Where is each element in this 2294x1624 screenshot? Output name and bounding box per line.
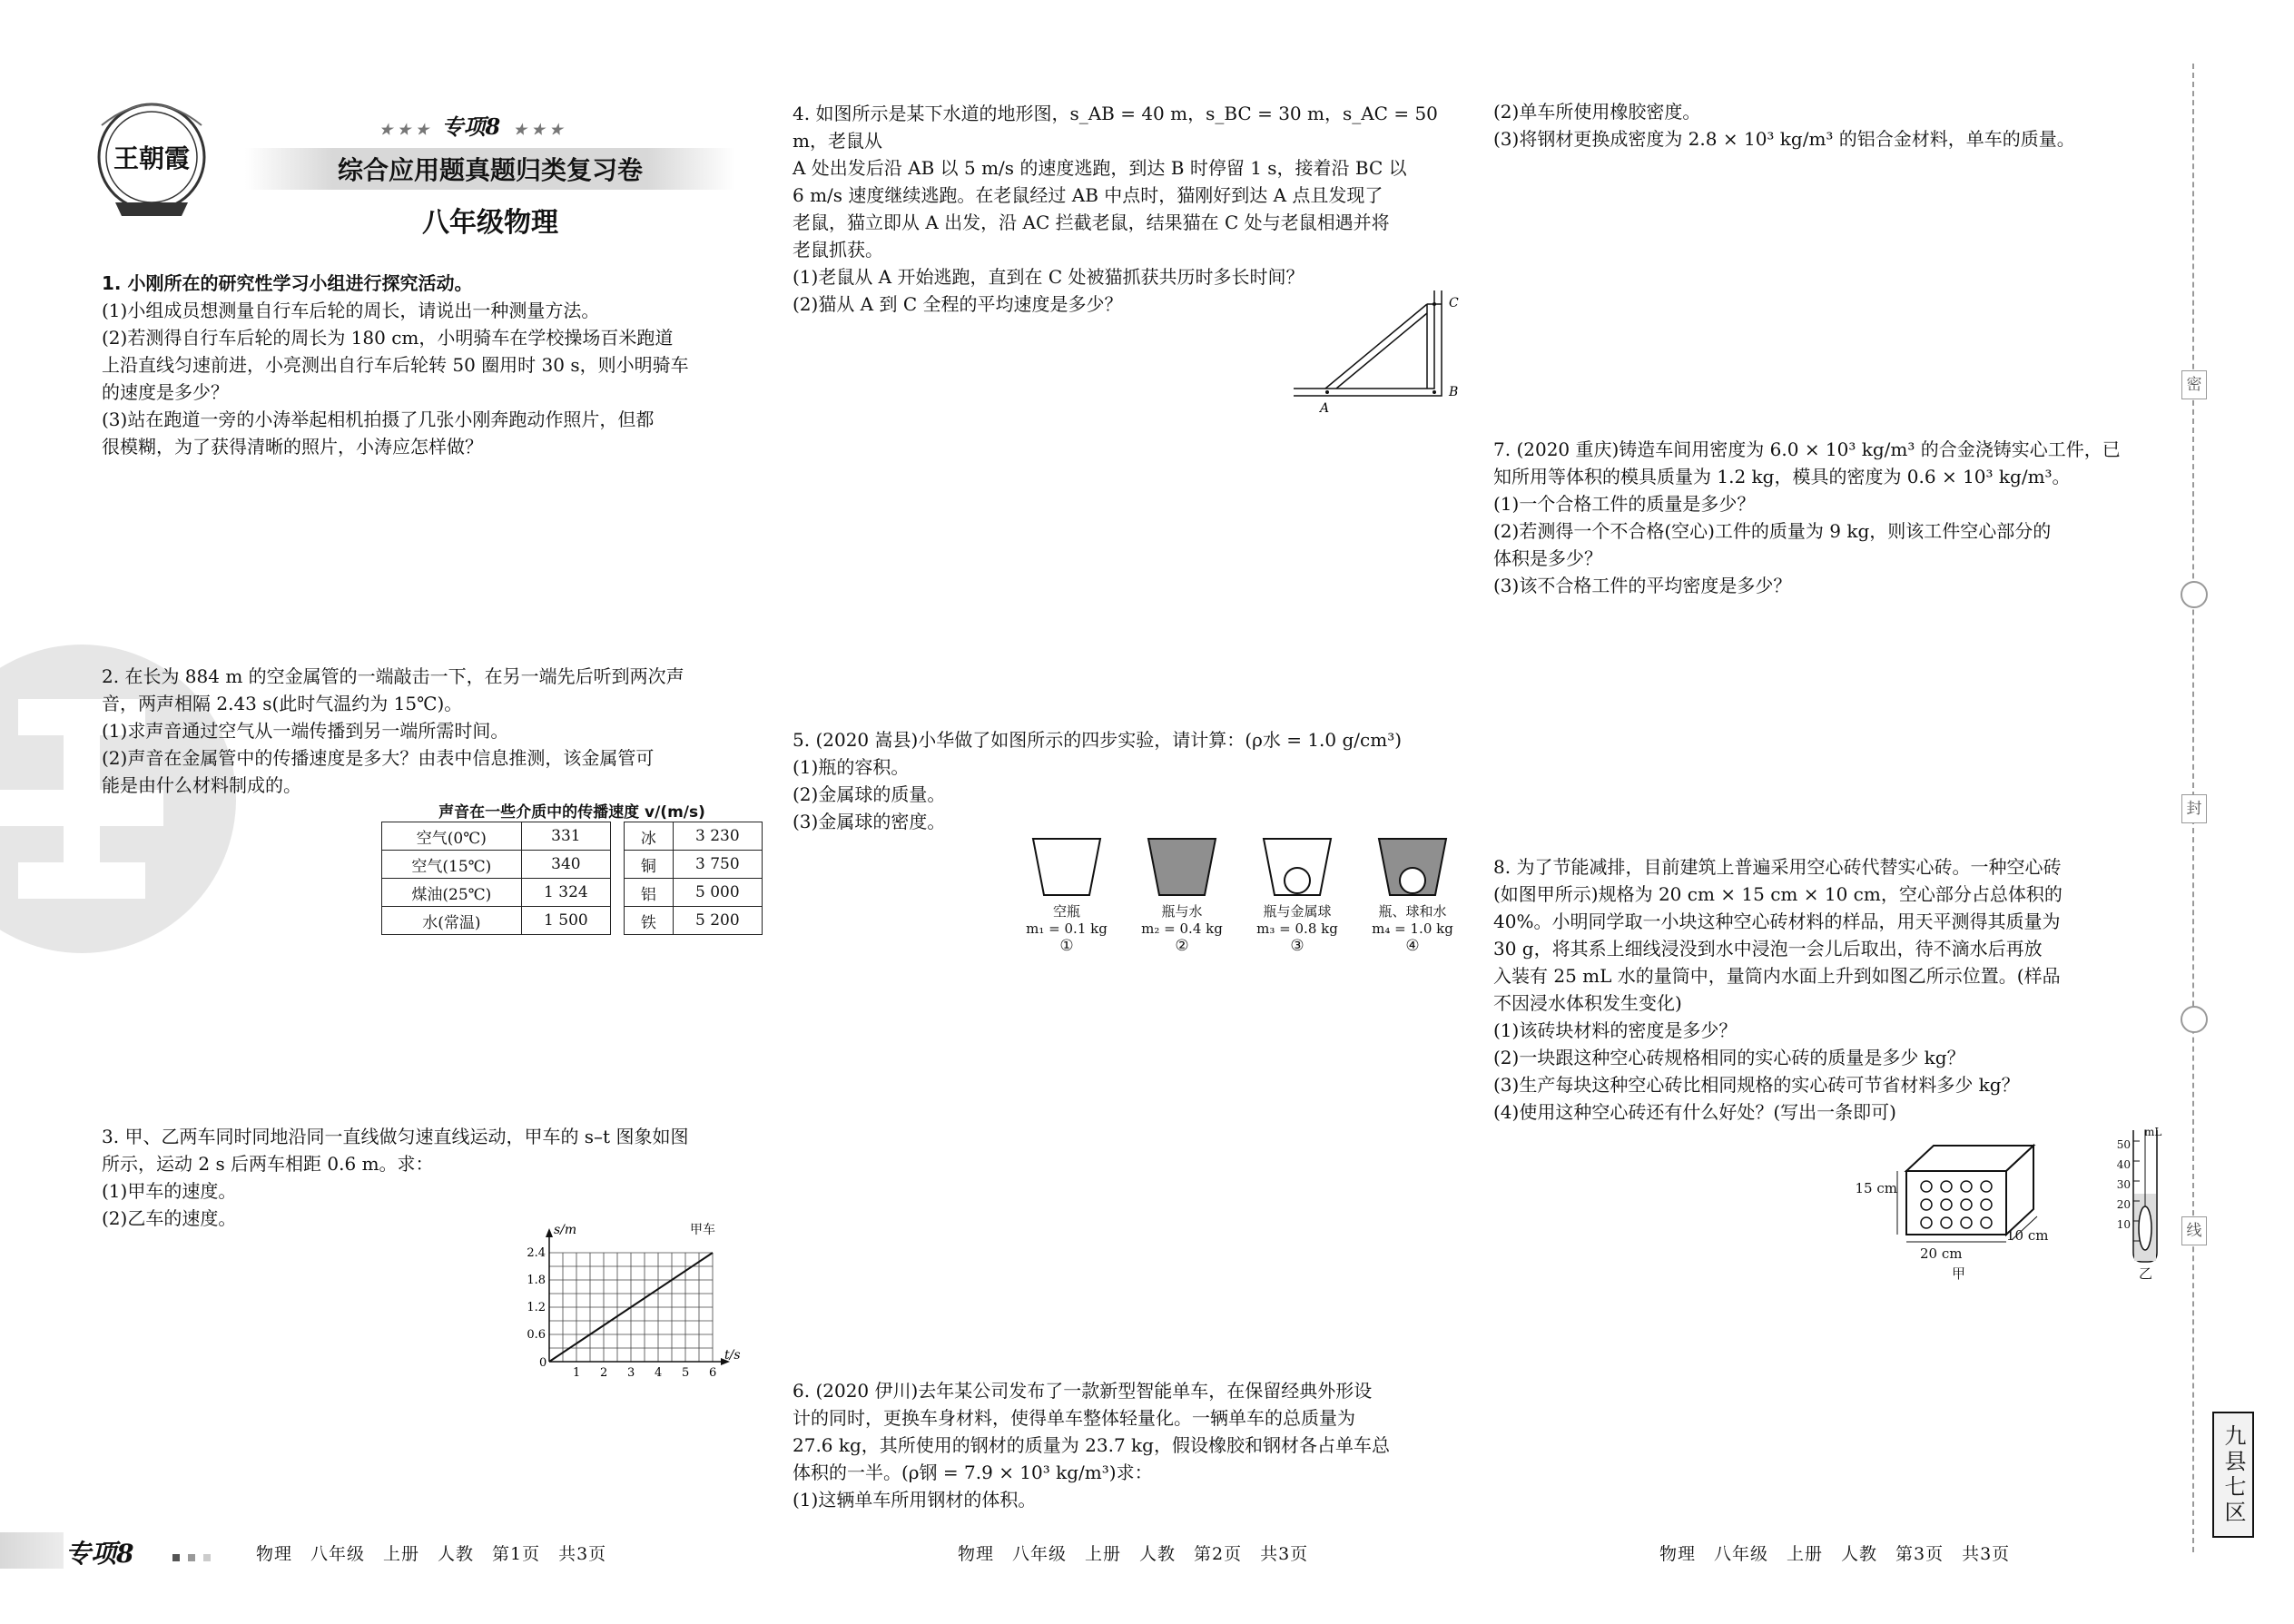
table-row [382, 822, 763, 851]
x-tick-label: 1 [573, 1366, 581, 1380]
y-tick-label: 1.8 [527, 1274, 546, 1287]
table-gap [611, 822, 625, 851]
question-7 [1493, 436, 2165, 599]
question-3 [102, 1123, 764, 1232]
q7-line: (1)一个合格工件的质量是多少？ [1493, 493, 1756, 515]
q7-line: (3)该不合格工件的平均密度是多少？ [1493, 575, 1792, 596]
logo-text: 王朝霞 [113, 143, 190, 173]
x-tick-label: 6 [709, 1366, 717, 1380]
tick-label: 40 [2116, 1158, 2131, 1171]
table-cell: 1 324 [521, 879, 610, 907]
point-b-label: B [1449, 385, 1459, 399]
cup-mass: m₁ = 0.1 kg [1026, 920, 1108, 937]
cup-num: ① [1059, 937, 1074, 955]
margin-ornament [2181, 1006, 2208, 1033]
tick-label: 20 [2116, 1198, 2131, 1211]
page-title: 综合应用题真题归类复习卷 [337, 155, 643, 185]
sewer-pipe-inner [1294, 290, 1442, 396]
q8-line: (1)该砖块材料的密度是多少？ [1493, 1019, 1738, 1041]
table-cell: 340 [521, 851, 610, 879]
tick-label: 50 [2116, 1138, 2131, 1151]
q1-line: 上沿直线匀速前进，小亮测出自行车后轮转 50 圈用时 30 s，则小明骑车 [102, 354, 689, 376]
table-cell: 1 500 [521, 907, 610, 935]
q7-line: 体积是多少？ [1493, 547, 1602, 569]
y-tick-label: 1.2 [527, 1301, 546, 1314]
q1-line: (3)站在跑道一旁的小涛举起相机拍摄了几张小刚奔跑动作照片，但都 [102, 408, 655, 430]
cup-caption [1127, 903, 1236, 955]
cup-mass: m₂ = 0.4 kg [1141, 920, 1223, 937]
margin-label-mi: 密 [2181, 370, 2207, 399]
brick-height-label: 15 cm [1855, 1180, 1897, 1196]
y-tick-label: 2.4 [527, 1246, 546, 1260]
x-axis-label: t/s [724, 1348, 741, 1363]
cup-water [1148, 839, 1216, 895]
speed-table-title: 声音在一些介质中的传播速度 v/(m/s) [438, 803, 705, 822]
q1-line: (2)若测得自行车后轮的周长为 180 cm，小明骑车在学校操场百米跑道 [102, 327, 674, 349]
x-tick-label: 2 [600, 1366, 608, 1380]
question-6-continued [1493, 98, 2165, 153]
q4-line: (1)老鼠从 A 开始逃跑，直到在 C 处被猫抓获共历时多长时间？ [793, 266, 1305, 288]
sewer-pipe-outer [1294, 290, 1434, 389]
logo [84, 89, 220, 225]
q7-line: 知所用等体积的模具质量为 1.2 kg，模具的密度为 0.6 × 10³ kg/m³。 [1493, 466, 2071, 487]
cup-caption [1012, 903, 1121, 955]
q2-line: 能是由什么材料制成的。 [102, 774, 301, 796]
question-2 [102, 663, 764, 799]
speed-table [381, 822, 763, 935]
q3-line: (2)乙车的速度。 [102, 1207, 237, 1229]
table-cell: 5 000 [673, 879, 762, 907]
cylinder-tick-labels [2111, 1135, 2131, 1235]
q3-line: (1)甲车的速度。 [102, 1180, 237, 1202]
cup-name: 空瓶 [1052, 903, 1080, 920]
q5-line: (2)金属球的质量。 [793, 783, 946, 805]
st-chart [517, 1221, 753, 1384]
table-cell: 铁 [625, 907, 674, 935]
q3-line: 3. 甲、乙两车同时同地沿同一直线做匀速直线运动，甲车的 s–t 图象如图 [102, 1126, 689, 1147]
table-cell: 铝 [625, 879, 674, 907]
cup-num: ③ [1290, 937, 1305, 955]
brick-diagram [1870, 1135, 2079, 1280]
point-c-marker [1433, 302, 1436, 306]
footer-series-tag: 专项8 [65, 1539, 134, 1569]
q8-line: (3)生产每块这种空心砖比相同规格的实心砖可节省材料多少 kg？ [1493, 1074, 2020, 1096]
q4-line: A 处出发后沿 AB 以 5 m/s 的速度逃跑，到达 B 时停留 1 s，接着沿 BC 以 [793, 157, 1407, 179]
page-subtitle: 八年级物理 [422, 207, 558, 239]
footer-band [0, 1532, 64, 1569]
footer-page1: 物理 八年级 上册 人教 第1页 共3页 [256, 1544, 607, 1564]
tick-label: 30 [2116, 1178, 2131, 1191]
q1-line: (1)小组成员想测量自行车后轮的周长，请说出一种测量方法。 [102, 300, 600, 321]
metal-ball [1400, 868, 1425, 893]
cup-name: 瓶与水 [1161, 903, 1203, 920]
series-label: 甲车 [690, 1223, 715, 1237]
margin-label-feng: 封 [2181, 794, 2207, 823]
cups-diagram [1026, 835, 1471, 899]
cup-name: 瓶、球和水 [1378, 903, 1447, 920]
x-tick-label: 5 [682, 1366, 690, 1380]
series-label: 专项8 [441, 113, 501, 140]
q7-line: (2)若测得一个不合格(空心)工件的质量为 9 kg，则该工件空心部分的 [1493, 520, 2052, 542]
brick-width-label: 20 cm [1920, 1245, 1963, 1262]
y-tick-label: 0.6 [527, 1328, 546, 1342]
question-8 [1493, 853, 2165, 1126]
q8-line: 入装有 25 mL 水的量筒中，量筒内水面上升到如图乙所示位置。(样品 [1493, 965, 2061, 987]
question-6 [793, 1377, 1464, 1513]
table-cell: 空气(15℃) [382, 851, 522, 879]
table-cell: 3 750 [673, 851, 762, 879]
q8-line: 8. 为了节能减排，目前建筑上普遍采用空心砖代替实心砖。一种空心砖 [1493, 856, 2062, 878]
q6-line: 6. (2020 伊川)去年某公司发布了一款新型智能单车，在保留经典外形设 [793, 1380, 1373, 1402]
footer-dots [172, 1548, 211, 1565]
cylinder-unit: mL [2144, 1126, 2162, 1138]
header-series-line [379, 109, 563, 141]
question-5 [793, 726, 1464, 835]
region-badge [2212, 1412, 2254, 1538]
y-axis-label: s/m [554, 1223, 577, 1237]
origin-label: 0 [539, 1356, 547, 1370]
tick-label: 10 [2116, 1218, 2131, 1231]
region-text: 九县七区 [2220, 1423, 2246, 1526]
cup-mass: m₃ = 0.8 kg [1256, 920, 1338, 937]
point-a-label: A [1320, 401, 1330, 416]
q1-line: 很模糊，为了获得清晰的照片，小涛应怎样做？ [102, 436, 483, 458]
table-cell: 铜 [625, 851, 674, 879]
q2-line: (2)声音在金属管中的传播速度是多大？由表中信息推测，该金属管可 [102, 747, 655, 769]
q8-line: 不因浸水体积发生变化) [1493, 992, 1682, 1014]
q4-line: 老鼠，猫立即从 A 出发，沿 AC 拦截老鼠，结果猫在 C 处与老鼠相遇并将 [793, 212, 1390, 233]
footer-page2: 物理 八年级 上册 人教 第2页 共3页 [958, 1544, 1309, 1564]
q4-line: 老鼠抓获。 [793, 239, 883, 261]
q7-line: 7. (2020 重庆)铸造车间用密度为 6.0 × 10³ kg/m³ 的合金浇铸实心工件，已 [1493, 438, 2121, 460]
table-gap [611, 851, 625, 879]
cup-mass: m₄ = 1.0 kg [1372, 920, 1453, 937]
stars-right: ★ ★ ★ [513, 121, 563, 138]
table-row [382, 879, 763, 907]
brick-caption: 甲 [1952, 1265, 1966, 1282]
q4-line: 4. 如图所示是某下水道的地形图，s_AB = 40 m，s_BC = 30 m，s_AC = 50 m，老鼠从 [793, 103, 1438, 152]
sample-stone [2139, 1206, 2151, 1250]
footer-page3: 物理 八年级 上册 人教 第3页 共3页 [1659, 1544, 2011, 1564]
point-c-label: C [1449, 296, 1459, 310]
table-gap [611, 907, 625, 935]
cup-empty [1033, 839, 1100, 895]
point-a-marker [1325, 390, 1329, 394]
q3-line: 所示，运动 2 s 后两车相距 0.6 m。求： [102, 1153, 434, 1175]
table-row [382, 851, 763, 879]
q6-line: (1)这辆单车所用钢材的体积。 [793, 1489, 1037, 1511]
q2-line: 2. 在长为 884 m 的空金属管的一端敲击一下，在另一端先后听到两次声 [102, 665, 684, 687]
metal-ball [1285, 868, 1310, 893]
x-tick-label: 3 [627, 1366, 635, 1380]
cup-caption [1358, 903, 1467, 955]
cup-num: ② [1175, 937, 1189, 955]
table-cell: 5 200 [673, 907, 762, 935]
table-cell: 煤油(25℃) [382, 879, 522, 907]
stars-left: ★ ★ ★ [379, 121, 429, 138]
table-cell: 空气(0℃) [382, 822, 522, 851]
q8-line: 40%。小明同学取一小块这种空心砖材料的样品，用天平测得其质量为 [1493, 910, 2061, 932]
q8-line: 30 g，将其系上细线浸没到水中浸泡一会儿后取出，待不滴水后再放 [1493, 938, 2043, 960]
q4-line: 6 m/s 速度继续逃跑。在老鼠经过 AB 中点时，猫刚好到达 A 点且发现了 [793, 184, 1383, 206]
q6-cont-line: (3)将钢材更换成密度为 2.8 × 10³ kg/m³ 的铝合金材料，单车的质量。 [1493, 128, 2075, 150]
q1-line: 的速度是多少？ [102, 381, 229, 403]
q8-line: (如图甲所示)规格为 20 cm × 15 cm × 10 cm，空心部分占总体积的 [1493, 883, 2063, 905]
table-cell: 3 230 [673, 822, 762, 851]
sewer-diagram [1289, 281, 1471, 418]
cup-num: ④ [1405, 937, 1420, 955]
margin-ornament [2181, 581, 2208, 608]
q8-line: (4)使用这种空心砖还有什么好处？(写出一条即可) [1493, 1101, 1896, 1123]
x-tick-label: 4 [655, 1366, 663, 1380]
q2-line: (1)求声音通过空气从一端传播到另一端所需时间。 [102, 720, 509, 742]
point-b-marker [1433, 390, 1436, 394]
q6-line: 27.6 kg，其所使用的钢材的质量为 23.7 kg，假设橡胶和钢材各占单车总 [793, 1434, 1390, 1456]
q5-line: 5. (2020 嵩县)小华做了如图所示的四步实验，请计算：(ρ水 = 1.0 g/cm³) [793, 729, 1403, 751]
y-axis-arrow [546, 1228, 553, 1237]
q6-line: 计的同时，更换车身材料，使得单车整体轻量化。一辆单车的总质量为 [793, 1407, 1355, 1429]
table-cell: 331 [521, 822, 610, 851]
question-1 [102, 270, 755, 460]
q4-line: (2)猫从 A 到 C 全程的平均速度是多少？ [793, 293, 1123, 315]
table-gap [611, 879, 625, 907]
q5-line: (3)金属球的密度。 [793, 811, 946, 832]
table-cell: 水(常温) [382, 907, 522, 935]
cylinder-caption: 乙 [2139, 1265, 2153, 1282]
q1-line: 1. 小刚所在的研究性学习小组进行探究活动。 [102, 272, 473, 294]
brick-depth-label: 10 cm [2006, 1227, 2049, 1244]
q5-line: (1)瓶的容积。 [793, 756, 910, 778]
q6-cont-line: (2)单车所使用橡胶密度。 [1493, 101, 1701, 123]
q8-line: (2)一块跟这种空心砖规格相同的实心砖的质量是多少 kg？ [1493, 1047, 1965, 1068]
cup-caption [1243, 903, 1352, 955]
q6-line: 体积的一半。(ρ钢 = 7.9 × 10³ kg/m³)求： [793, 1462, 1153, 1483]
table-cell: 冰 [625, 822, 674, 851]
q2-line: 音，两声相隔 2.43 s(此时气温约为 15℃)。 [102, 693, 463, 714]
margin-label-xian: 线 [2181, 1216, 2207, 1245]
cup-name: 瓶与金属球 [1263, 903, 1332, 920]
sewer-diagonal [1325, 304, 1427, 389]
table-row [382, 907, 763, 935]
